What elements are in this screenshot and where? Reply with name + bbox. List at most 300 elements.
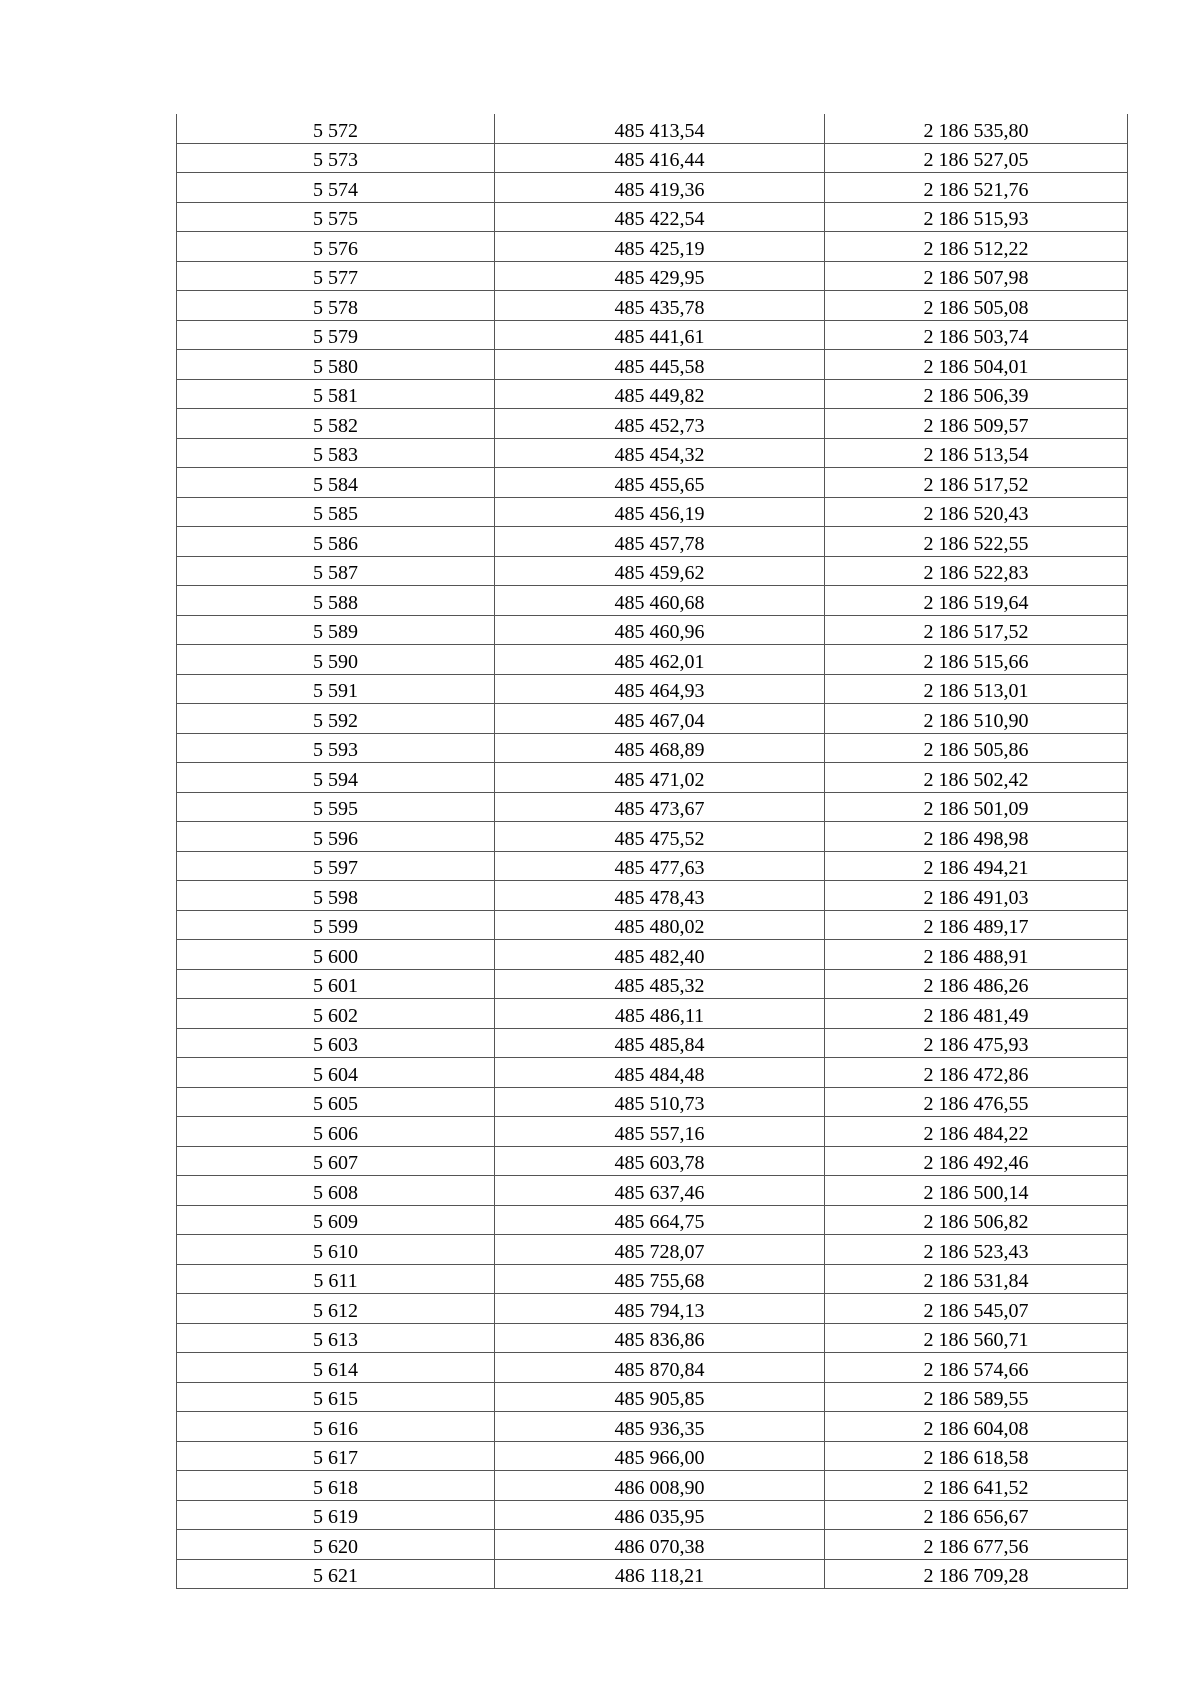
- cell-text: 5 616: [313, 1417, 358, 1440]
- cell-text: 2 186 520,43: [923, 503, 1029, 525]
- cell-text: 5 584: [313, 473, 358, 496]
- cell-text: 2 186 506,39: [923, 385, 1029, 407]
- y-coordinate-cell: [825, 851, 1128, 881]
- cell-text: 2 186 545,07: [923, 1299, 1029, 1322]
- table-row: [177, 1294, 1128, 1324]
- table-row: [177, 1205, 1128, 1235]
- cell-text: 5 607: [313, 1152, 358, 1174]
- table-row: [177, 1264, 1128, 1294]
- y-coordinate-cell: [825, 379, 1128, 409]
- point-number-cell: [177, 143, 495, 173]
- cell-text: 2 186 535,80: [923, 119, 1029, 142]
- cell-text: 2 186 500,14: [923, 1181, 1029, 1204]
- cell-text: 2 186 506,82: [923, 1211, 1029, 1233]
- point-number-cell: [177, 438, 495, 468]
- table-row: [177, 792, 1128, 822]
- table-row: [177, 969, 1128, 999]
- cell-text: 2 186 510,90: [923, 709, 1029, 732]
- y-coordinate-cell: [825, 733, 1128, 763]
- y-coordinate-cell: [825, 527, 1128, 557]
- table-row: [177, 674, 1128, 704]
- x-coordinate-cell: [495, 586, 825, 616]
- point-number-cell: [177, 409, 495, 439]
- cell-text: 2 186 505,08: [923, 296, 1029, 319]
- cell-text: 485 637,46: [614, 1181, 705, 1204]
- cell-text: 485 480,02: [614, 916, 705, 938]
- cell-text: 5 576: [313, 237, 358, 260]
- table-row: [177, 173, 1128, 203]
- point-number-cell: [177, 1087, 495, 1117]
- cell-text: 2 186 519,64: [923, 591, 1029, 614]
- x-coordinate-cell: [495, 1117, 825, 1147]
- x-coordinate-cell: [495, 940, 825, 970]
- point-number-cell: [177, 1559, 495, 1589]
- table-row: [177, 645, 1128, 675]
- table-row: [177, 320, 1128, 350]
- cell-text: 2 186 677,56: [923, 1535, 1029, 1558]
- table-row: [177, 1471, 1128, 1501]
- x-coordinate-cell: [495, 1353, 825, 1383]
- y-coordinate-cell: [825, 704, 1128, 734]
- y-coordinate-cell: [825, 940, 1128, 970]
- y-coordinate-cell: [825, 1530, 1128, 1560]
- cell-text: 485 557,16: [614, 1122, 705, 1145]
- cell-text: 5 587: [313, 562, 358, 584]
- point-number-cell: [177, 1028, 495, 1058]
- cell-text: 485 455,65: [614, 473, 705, 496]
- point-number-cell: [177, 1176, 495, 1206]
- cell-text: 5 614: [313, 1358, 358, 1381]
- x-coordinate-cell: [495, 497, 825, 527]
- cell-text: 5 600: [313, 945, 358, 968]
- cell-text: 5 604: [313, 1063, 358, 1086]
- x-coordinate-cell: [495, 1058, 825, 1088]
- cell-text: 5 605: [313, 1093, 358, 1115]
- cell-text: 5 621: [313, 1565, 358, 1587]
- point-number-cell: [177, 763, 495, 793]
- x-coordinate-cell: [495, 763, 825, 793]
- y-coordinate-cell: [825, 822, 1128, 852]
- table-row: [177, 822, 1128, 852]
- cell-text: 2 186 618,58: [923, 1447, 1029, 1469]
- table-row: [177, 497, 1128, 527]
- cell-text: 5 617: [313, 1447, 358, 1469]
- x-coordinate-cell: [495, 969, 825, 999]
- y-coordinate-cell: [825, 645, 1128, 675]
- cell-text: 485 456,19: [614, 503, 705, 525]
- table-row: [177, 261, 1128, 291]
- cell-text: 485 482,40: [614, 945, 705, 968]
- cell-text: 485 454,32: [614, 444, 705, 466]
- cell-text: 485 460,68: [614, 591, 705, 614]
- y-coordinate-cell: [825, 1323, 1128, 1353]
- cell-text: 485 413,54: [614, 119, 705, 142]
- x-coordinate-cell: [495, 114, 825, 143]
- x-coordinate-cell: [495, 822, 825, 852]
- y-coordinate-cell: [825, 143, 1128, 173]
- x-coordinate-cell: [495, 527, 825, 557]
- x-coordinate-cell: [495, 1028, 825, 1058]
- point-number-cell: [177, 615, 495, 645]
- cell-text: 5 572: [313, 119, 358, 142]
- y-coordinate-cell: [825, 173, 1128, 203]
- point-number-cell: [177, 1146, 495, 1176]
- coordinates-table: [176, 114, 1128, 1589]
- y-coordinate-cell: [825, 468, 1128, 498]
- y-coordinate-cell: [825, 556, 1128, 586]
- cell-text: 485 422,54: [614, 208, 705, 230]
- cell-text: 485 478,43: [614, 886, 705, 909]
- point-number-cell: [177, 645, 495, 675]
- y-coordinate-cell: [825, 999, 1128, 1029]
- cell-text: 2 186 491,03: [923, 886, 1029, 909]
- y-coordinate-cell: [825, 350, 1128, 380]
- y-coordinate-cell: [825, 1117, 1128, 1147]
- y-coordinate-cell: [825, 1382, 1128, 1412]
- cell-text: 2 186 505,86: [923, 739, 1029, 761]
- x-coordinate-cell: [495, 881, 825, 911]
- cell-text: 2 186 512,22: [923, 237, 1029, 260]
- table-row: [177, 1500, 1128, 1530]
- table-row: [177, 1412, 1128, 1442]
- cell-text: 2 186 492,46: [923, 1152, 1029, 1174]
- point-number-cell: [177, 1058, 495, 1088]
- cell-text: 2 186 560,71: [923, 1329, 1029, 1351]
- x-coordinate-cell: [495, 1205, 825, 1235]
- x-coordinate-cell: [495, 438, 825, 468]
- point-number-cell: [177, 291, 495, 321]
- cell-text: 5 583: [313, 444, 358, 466]
- point-number-cell: [177, 733, 495, 763]
- cell-text: 2 186 527,05: [923, 149, 1029, 171]
- y-coordinate-cell: [825, 1058, 1128, 1088]
- y-coordinate-cell: [825, 114, 1128, 143]
- y-coordinate-cell: [825, 586, 1128, 616]
- table-row: [177, 763, 1128, 793]
- x-coordinate-cell: [495, 232, 825, 262]
- y-coordinate-cell: [825, 291, 1128, 321]
- x-coordinate-cell: [495, 1530, 825, 1560]
- table-row: [177, 409, 1128, 439]
- x-coordinate-cell: [495, 1176, 825, 1206]
- table-row: [177, 615, 1128, 645]
- point-number-cell: [177, 527, 495, 557]
- cell-text: 485 794,13: [614, 1299, 705, 1322]
- point-number-cell: [177, 202, 495, 232]
- y-coordinate-cell: [825, 1176, 1128, 1206]
- x-coordinate-cell: [495, 379, 825, 409]
- point-number-cell: [177, 704, 495, 734]
- x-coordinate-cell: [495, 674, 825, 704]
- cell-text: 485 477,63: [614, 857, 705, 879]
- cell-text: 2 186 502,42: [923, 768, 1029, 791]
- x-coordinate-cell: [495, 409, 825, 439]
- cell-text: 2 186 523,43: [923, 1240, 1029, 1263]
- y-coordinate-cell: [825, 910, 1128, 940]
- table-row: [177, 851, 1128, 881]
- cell-text: 485 416,44: [614, 149, 705, 171]
- table-row: [177, 1323, 1128, 1353]
- cell-text: 485 464,93: [614, 680, 705, 702]
- cell-text: 2 186 489,17: [923, 916, 1029, 938]
- table-row: [177, 232, 1128, 262]
- cell-text: 2 186 504,01: [923, 355, 1029, 378]
- x-coordinate-cell: [495, 1441, 825, 1471]
- y-coordinate-cell: [825, 792, 1128, 822]
- table-row: [177, 1235, 1128, 1265]
- cell-text: 5 585: [313, 503, 358, 525]
- point-number-cell: [177, 232, 495, 262]
- point-number-cell: [177, 1294, 495, 1324]
- y-coordinate-cell: [825, 1294, 1128, 1324]
- point-number-cell: [177, 1382, 495, 1412]
- cell-text: 5 610: [313, 1240, 358, 1263]
- table-row: [177, 143, 1128, 173]
- cell-text: 5 608: [313, 1181, 358, 1204]
- cell-text: 2 186 503,74: [923, 326, 1029, 348]
- cell-text: 5 615: [313, 1388, 358, 1410]
- point-number-cell: [177, 881, 495, 911]
- cell-text: 485 905,85: [614, 1388, 705, 1410]
- table-row: [177, 556, 1128, 586]
- cell-text: 485 603,78: [614, 1152, 705, 1174]
- table-row: [177, 704, 1128, 734]
- cell-text: 485 435,78: [614, 296, 705, 319]
- cell-text: 2 186 656,67: [923, 1506, 1029, 1528]
- x-coordinate-cell: [495, 704, 825, 734]
- x-coordinate-cell: [495, 1294, 825, 1324]
- cell-text: 5 612: [313, 1299, 358, 1322]
- x-coordinate-cell: [495, 556, 825, 586]
- x-coordinate-cell: [495, 1235, 825, 1265]
- cell-text: 5 618: [313, 1476, 358, 1499]
- x-coordinate-cell: [495, 615, 825, 645]
- cell-text: 2 186 521,76: [923, 178, 1029, 201]
- cell-text: 2 186 517,52: [923, 473, 1029, 496]
- x-coordinate-cell: [495, 1382, 825, 1412]
- y-coordinate-cell: [825, 409, 1128, 439]
- table-row: [177, 291, 1128, 321]
- point-number-cell: [177, 114, 495, 143]
- cell-text: 2 186 709,28: [923, 1565, 1029, 1587]
- y-coordinate-cell: [825, 1146, 1128, 1176]
- y-coordinate-cell: [825, 1441, 1128, 1471]
- y-coordinate-cell: [825, 1353, 1128, 1383]
- y-coordinate-cell: [825, 1471, 1128, 1501]
- point-number-cell: [177, 1205, 495, 1235]
- table-row: [177, 1146, 1128, 1176]
- table-row: [177, 733, 1128, 763]
- x-coordinate-cell: [495, 202, 825, 232]
- point-number-cell: [177, 1117, 495, 1147]
- y-coordinate-cell: [825, 615, 1128, 645]
- cell-text: 2 186 472,86: [923, 1063, 1029, 1086]
- x-coordinate-cell: [495, 173, 825, 203]
- point-number-cell: [177, 1441, 495, 1471]
- cell-text: 5 573: [313, 149, 358, 171]
- y-coordinate-cell: [825, 674, 1128, 704]
- point-number-cell: [177, 1323, 495, 1353]
- x-coordinate-cell: [495, 1264, 825, 1294]
- y-coordinate-cell: [825, 261, 1128, 291]
- cell-text: 485 429,95: [614, 267, 705, 289]
- cell-text: 485 425,19: [614, 237, 705, 260]
- x-coordinate-cell: [495, 792, 825, 822]
- point-number-cell: [177, 940, 495, 970]
- point-number-cell: [177, 910, 495, 940]
- cell-text: 5 594: [313, 768, 358, 791]
- y-coordinate-cell: [825, 320, 1128, 350]
- point-number-cell: [177, 1235, 495, 1265]
- cell-text: 485 471,02: [614, 768, 705, 791]
- table-row: [177, 1087, 1128, 1117]
- cell-text: 486 035,95: [614, 1506, 705, 1528]
- cell-text: 2 186 513,01: [923, 680, 1029, 702]
- point-number-cell: [177, 379, 495, 409]
- cell-text: 485 468,89: [614, 739, 705, 761]
- x-coordinate-cell: [495, 143, 825, 173]
- table-row: [177, 468, 1128, 498]
- x-coordinate-cell: [495, 851, 825, 881]
- x-coordinate-cell: [495, 1500, 825, 1530]
- table-row: [177, 379, 1128, 409]
- table-row: [177, 438, 1128, 468]
- y-coordinate-cell: [825, 438, 1128, 468]
- cell-text: 486 070,38: [614, 1535, 705, 1558]
- cell-text: 2 186 641,52: [923, 1476, 1029, 1499]
- cell-text: 2 186 484,22: [923, 1122, 1029, 1145]
- y-coordinate-cell: [825, 1028, 1128, 1058]
- cell-text: 2 186 604,08: [923, 1417, 1029, 1440]
- table-row: [177, 940, 1128, 970]
- cell-text: 485 485,84: [614, 1034, 705, 1056]
- cell-text: 485 459,62: [614, 562, 705, 584]
- cell-text: 5 606: [313, 1122, 358, 1145]
- x-coordinate-cell: [495, 1412, 825, 1442]
- x-coordinate-cell: [495, 1146, 825, 1176]
- x-coordinate-cell: [495, 1559, 825, 1589]
- x-coordinate-cell: [495, 1323, 825, 1353]
- cell-text: 5 592: [313, 709, 358, 732]
- cell-text: 2 186 498,98: [923, 827, 1029, 850]
- point-number-cell: [177, 586, 495, 616]
- table-row: [177, 527, 1128, 557]
- point-number-cell: [177, 792, 495, 822]
- cell-text: 2 186 501,09: [923, 798, 1029, 820]
- cell-text: 5 578: [313, 296, 358, 319]
- cell-text: 5 593: [313, 739, 358, 761]
- table-row: [177, 586, 1128, 616]
- x-coordinate-cell: [495, 350, 825, 380]
- cell-text: 5 597: [313, 857, 358, 879]
- y-coordinate-cell: [825, 1412, 1128, 1442]
- cell-text: 2 186 476,55: [923, 1093, 1029, 1115]
- x-coordinate-cell: [495, 261, 825, 291]
- x-coordinate-cell: [495, 733, 825, 763]
- table-row: [177, 1176, 1128, 1206]
- table-row: [177, 1058, 1128, 1088]
- table-row: [177, 1441, 1128, 1471]
- cell-text: 485 728,07: [614, 1240, 705, 1263]
- y-coordinate-cell: [825, 497, 1128, 527]
- cell-text: 2 186 486,26: [923, 975, 1029, 997]
- cell-text: 485 484,48: [614, 1063, 705, 1086]
- cell-text: 5 581: [313, 385, 358, 407]
- cell-text: 2 186 515,93: [923, 208, 1029, 230]
- cell-text: 485 870,84: [614, 1358, 705, 1381]
- cell-text: 485 473,67: [614, 798, 705, 820]
- cell-text: 2 186 513,54: [923, 444, 1029, 466]
- point-number-cell: [177, 261, 495, 291]
- cell-text: 485 485,32: [614, 975, 705, 997]
- cell-text: 2 186 475,93: [923, 1034, 1029, 1056]
- cell-text: 5 613: [313, 1329, 358, 1351]
- point-number-cell: [177, 497, 495, 527]
- point-number-cell: [177, 468, 495, 498]
- cell-text: 485 462,01: [614, 650, 705, 673]
- y-coordinate-cell: [825, 1500, 1128, 1530]
- y-coordinate-cell: [825, 1264, 1128, 1294]
- cell-text: 485 419,36: [614, 178, 705, 201]
- table-row: [177, 910, 1128, 940]
- x-coordinate-cell: [495, 910, 825, 940]
- table-row: [177, 999, 1128, 1029]
- point-number-cell: [177, 173, 495, 203]
- cell-text: 486 118,21: [614, 1565, 705, 1587]
- point-number-cell: [177, 674, 495, 704]
- x-coordinate-cell: [495, 1471, 825, 1501]
- cell-text: 485 510,73: [614, 1093, 705, 1115]
- cell-text: 2 186 517,52: [923, 621, 1029, 643]
- y-coordinate-cell: [825, 969, 1128, 999]
- cell-text: 2 186 494,21: [923, 857, 1029, 879]
- table-row: [177, 1382, 1128, 1412]
- cell-text: 5 579: [313, 326, 358, 348]
- cell-text: 5 575: [313, 208, 358, 230]
- cell-text: 2 186 488,91: [923, 945, 1029, 968]
- cell-text: 485 445,58: [614, 355, 705, 378]
- cell-text: 2 186 515,66: [923, 650, 1029, 673]
- cell-text: 5 596: [313, 827, 358, 850]
- cell-text: 5 589: [313, 621, 358, 643]
- table-row: [177, 114, 1128, 143]
- cell-text: 485 836,86: [614, 1329, 705, 1351]
- cell-text: 485 486,11: [614, 1004, 705, 1027]
- x-coordinate-cell: [495, 1087, 825, 1117]
- x-coordinate-cell: [495, 999, 825, 1029]
- cell-text: 485 460,96: [614, 621, 705, 643]
- cell-text: 485 664,75: [614, 1211, 705, 1233]
- cell-text: 5 580: [313, 355, 358, 378]
- cell-text: 5 601: [313, 975, 358, 997]
- point-number-cell: [177, 1530, 495, 1560]
- point-number-cell: [177, 822, 495, 852]
- point-number-cell: [177, 1500, 495, 1530]
- cell-text: 5 586: [313, 532, 358, 555]
- cell-text: 5 603: [313, 1034, 358, 1056]
- cell-text: 485 475,52: [614, 827, 705, 850]
- table-row: [177, 1353, 1128, 1383]
- cell-text: 2 186 589,55: [923, 1388, 1029, 1410]
- x-coordinate-cell: [495, 468, 825, 498]
- cell-text: 5 591: [313, 680, 358, 702]
- point-number-cell: [177, 320, 495, 350]
- cell-text: 485 755,68: [614, 1270, 705, 1292]
- cell-text: 485 441,61: [614, 326, 705, 348]
- cell-text: 5 599: [313, 916, 358, 938]
- y-coordinate-cell: [825, 1235, 1128, 1265]
- cell-text: 485 457,78: [614, 532, 705, 555]
